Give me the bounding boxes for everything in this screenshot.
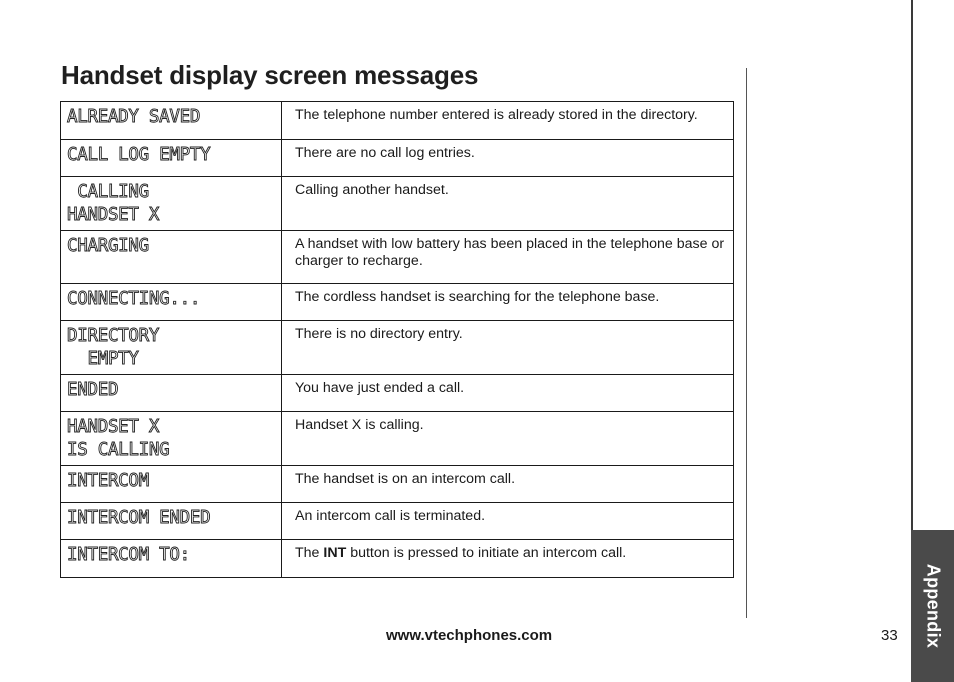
description-text: button is pressed to initiate an intercom call. <box>346 545 627 561</box>
screen-message-line: EMPTY <box>67 349 139 369</box>
description-cell: The handset is on an intercom call. <box>282 466 734 503</box>
screen-message-cell <box>61 321 282 375</box>
page-title: Handset display screen messages <box>61 60 479 90</box>
table-row <box>61 412 734 466</box>
table-row <box>61 284 734 321</box>
screen-message-line: INTERCOM ENDED <box>67 508 211 528</box>
screen-message-line: CONNECTING... <box>67 289 201 309</box>
screen-message-line: CHARGING <box>67 236 149 256</box>
screen-message-cell <box>61 375 282 412</box>
screen-message-line: INTERCOM TO: <box>67 545 190 565</box>
description-cell: Handset X is calling. <box>282 412 734 466</box>
description-text: The <box>295 545 324 561</box>
description-cell: You have just ended a call. <box>282 375 734 412</box>
table-row <box>61 140 734 177</box>
description-cell: A handset with low battery has been placed in the telephone base or charger to recharge. <box>282 231 734 284</box>
screen-message-cell <box>61 503 282 540</box>
screen-message-line: IS CALLING <box>67 440 170 460</box>
page-number: 33 <box>881 627 898 644</box>
screen-message-line: ALREADY SAVED <box>67 107 201 127</box>
table-row <box>61 177 734 231</box>
description-cell: There is no directory entry. <box>282 321 734 375</box>
screen-message-line: HANDSET X <box>67 205 160 225</box>
description-cell: Calling another handset. <box>282 177 734 231</box>
description-cell <box>282 540 734 578</box>
table-row <box>61 321 734 375</box>
description-cell: The telephone number entered is already stored in the directory. <box>282 102 734 140</box>
screen-message-line: CALL LOG EMPTY <box>67 145 211 165</box>
appendix-tab-label: Appendix <box>923 563 943 649</box>
screen-message-cell <box>61 231 282 284</box>
screen-message-cell <box>61 540 282 578</box>
screen-message-cell <box>61 140 282 177</box>
table-row <box>61 503 734 540</box>
screen-message-cell <box>61 102 282 140</box>
screen-message-line: CALLING <box>67 182 149 202</box>
description-cell: The cordless handset is searching for the telephone base. <box>282 284 734 321</box>
int-key-label: INT <box>323 545 347 561</box>
table-row <box>61 102 734 140</box>
screen-message-cell <box>61 412 282 466</box>
table-row <box>61 466 734 503</box>
right-edge-divider <box>911 0 913 530</box>
appendix-section-tab <box>911 530 954 682</box>
screen-message-line: INTERCOM <box>67 471 149 491</box>
table-row <box>61 231 734 284</box>
messages-table <box>60 101 734 578</box>
table-row <box>61 375 734 412</box>
description-cell: There are no call log entries. <box>282 140 734 177</box>
screen-message-cell <box>61 466 282 503</box>
description-cell: An intercom call is terminated. <box>282 503 734 540</box>
vertical-divider <box>746 68 747 618</box>
screen-message-line: DIRECTORY <box>67 326 160 346</box>
screen-message-cell <box>61 177 282 231</box>
screen-message-line: HANDSET X <box>67 417 160 437</box>
screen-message-line: ENDED <box>67 380 119 400</box>
screen-message-cell <box>61 284 282 321</box>
table-row <box>61 540 734 578</box>
footer-url: www.vtechphones.com <box>386 627 553 644</box>
